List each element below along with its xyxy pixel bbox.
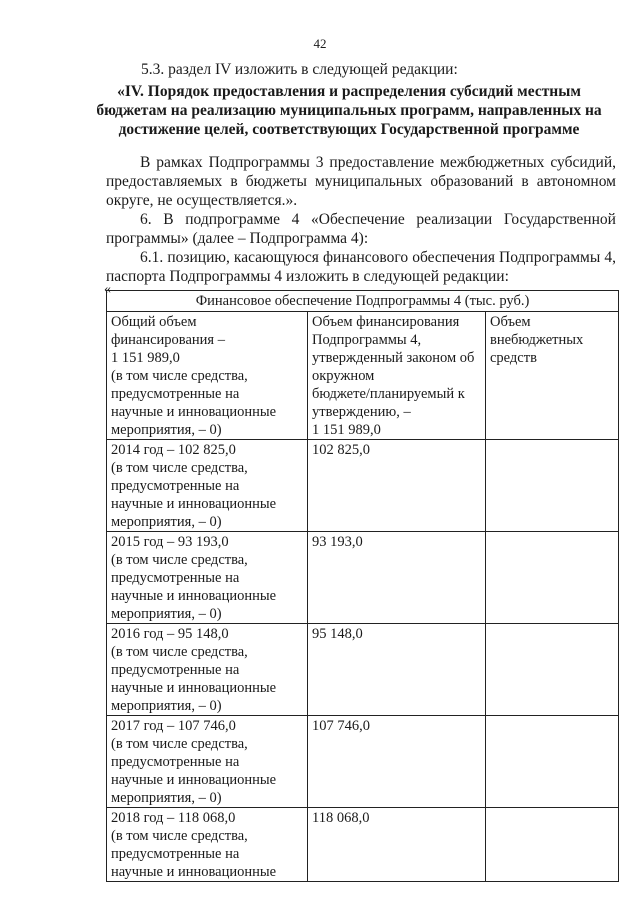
row-2017-program: 107 746,0 (308, 716, 486, 808)
row-2016-total: 2016 год – 95 148,0 (в том числе средства, предусмотренные на научные и инновационные мероприятия, – 0) (107, 624, 308, 716)
table-row (107, 624, 619, 716)
row-2016-extrabudgetary (486, 624, 619, 716)
financing-table (106, 290, 619, 882)
para1-line-3: округе, не осуществляется.». (106, 192, 298, 209)
para2-line-2: программы» (далее – Подпрограмма 4): (106, 230, 369, 247)
page-number: 42 (313, 36, 327, 51)
row-2016-program: 95 148,0 (308, 624, 486, 716)
row-2017-extrabudgetary (486, 716, 619, 808)
section-heading-line-2: бюджетам на реализацию муниципальных программ, направленных на (96, 102, 602, 119)
section-intro: 5.3. раздел IV изложить в следующей редакции: (141, 61, 458, 78)
row-2014-extrabudgetary (486, 440, 619, 532)
row-2018-extrabudgetary (486, 808, 619, 882)
row-2015-extrabudgetary (486, 532, 619, 624)
table-row (107, 440, 619, 532)
header-extrabudgetary: Объем внебюджетных средств (486, 312, 619, 440)
para3-line-1: 6.1. позицию, касающуюся финансового обеспечения Подпрограммы 4, (140, 249, 616, 266)
row-2014-total: 2014 год – 102 825,0 (в том числе средства, предусмотренные на научные и инновационные мероприятия, – 0) (107, 440, 308, 532)
para1-line-2: предоставляемых в бюджеты муниципальных образований в автономном (106, 173, 616, 190)
table-row (107, 808, 619, 882)
row-2014-program: 102 825,0 (308, 440, 486, 532)
para2-line-1: 6. В подпрограмме 4 «Обеспечение реализации Государственной (140, 211, 616, 228)
header-program-financing: Объем финансирования Подпрограммы 4, утвержденный законом об окружном бюджете/планируемый к утверждению, – 1 151 989,0 (308, 312, 486, 440)
row-2017-total: 2017 год – 107 746,0 (в том числе средства, предусмотренные на научные и инновационные мероприятия, – 0) (107, 716, 308, 808)
row-2018-total: 2018 год – 118 068,0 (в том числе средства, предусмотренные на научные и инновационные (107, 808, 308, 882)
table-caption-row (107, 291, 619, 312)
row-2015-total: 2015 год – 93 193,0 (в том числе средства, предусмотренные на научные и инновационные мероприятия, – 0) (107, 532, 308, 624)
table-caption: Финансовое обеспечение Подпрограммы 4 (тыс. руб.) (107, 291, 619, 312)
row-2015-program: 93 193,0 (308, 532, 486, 624)
para3-line-2: паспорта Подпрограммы 4 изложить в следующей редакции: (106, 268, 509, 285)
opening-quote-mark: « (104, 282, 111, 297)
section-heading-line-3: достижение целей, соответствующих Государственной программе (118, 121, 580, 138)
table-row (107, 716, 619, 808)
row-2018-program: 118 068,0 (308, 808, 486, 882)
table-header-row (107, 312, 619, 440)
table-row (107, 532, 619, 624)
para1-line-1: В рамках Подпрограммы 3 предоставление межбюджетных субсидий, (140, 154, 616, 171)
header-total-financing: Общий объем финансирования – 1 151 989,0 (в том числе средства, предусмотренные на научные и инновационные мероприятия, – 0) (107, 312, 308, 440)
section-heading-line-1: «IV. Порядок предоставления и распределения субсидий местным (117, 83, 581, 100)
